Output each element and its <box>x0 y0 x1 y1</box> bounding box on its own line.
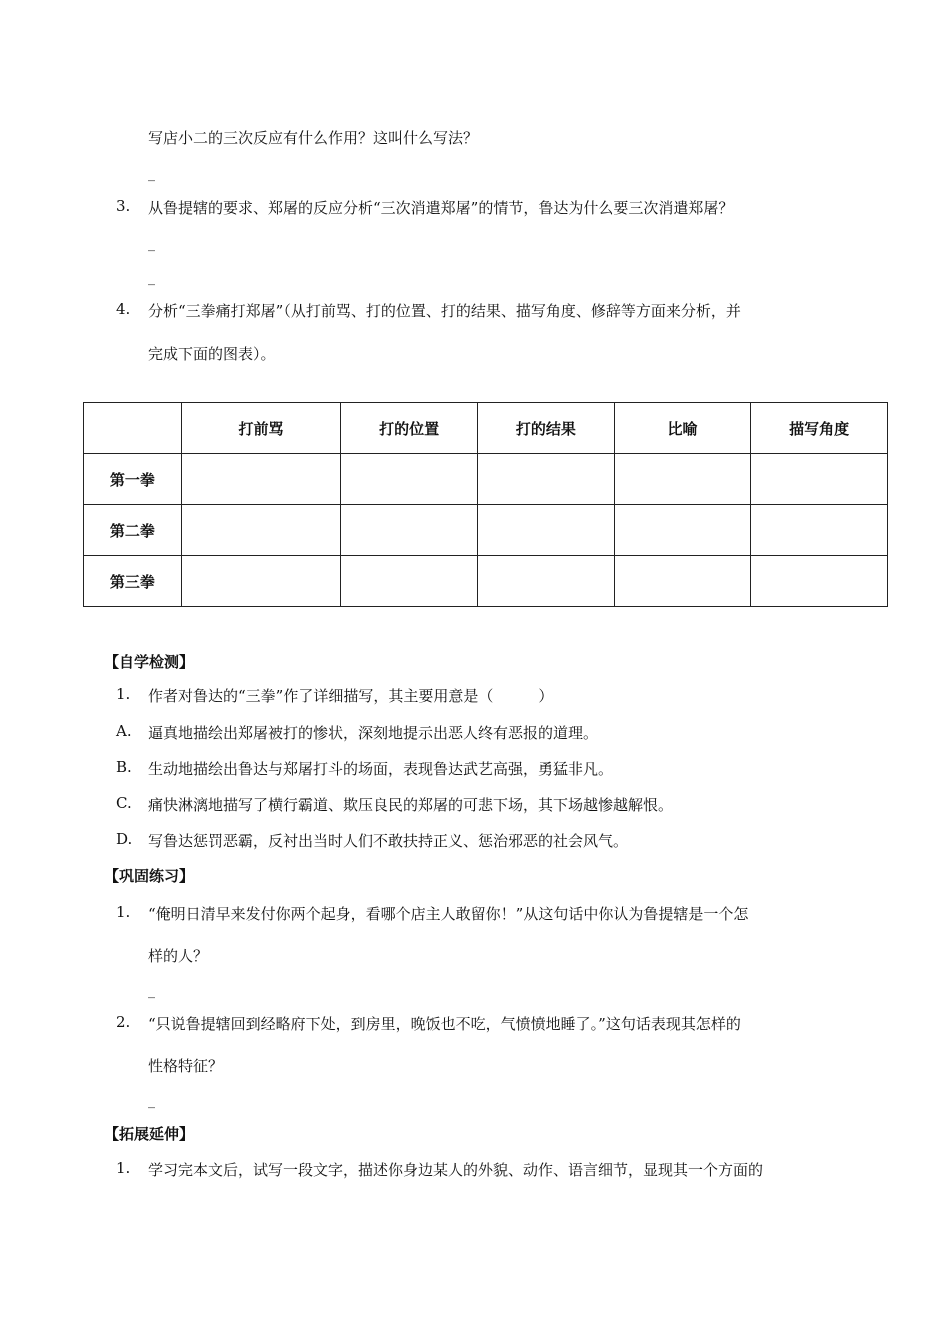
table-header-cell: 打的位置 <box>341 403 478 454</box>
answer-cell[interactable] <box>614 505 751 556</box>
extension-q1-text: 学习完本文后，试写一段文字，描述你身边某人的外貌、动作、语言细节，显现其一个方面的 <box>148 1161 764 1179</box>
answer-blank[interactable]: _ <box>148 983 155 999</box>
table-header-cell: 描写角度 <box>751 403 888 454</box>
practice-q1-line1: “俺明日清早来发付你两个起身，看哪个店主人敢留你！”从这句话中你认为鲁提辖是一个怎 <box>148 905 749 923</box>
practice-heading: 【巩固练习】 <box>104 867 195 885</box>
answer-cell[interactable] <box>751 454 888 505</box>
answer-cell[interactable] <box>614 556 751 607</box>
option-text-b[interactable]: 生动地描绘出鲁达与郑屠打斗的场面，表现鲁达武艺高强，勇猛非凡。 <box>148 760 614 778</box>
table-row <box>84 505 888 556</box>
answer-blank[interactable]: _ <box>148 1093 155 1109</box>
practice-q2-line2: 性格特征？ <box>148 1057 224 1075</box>
answer-cell[interactable] <box>478 454 615 505</box>
row-label: 第二拳 <box>84 505 182 556</box>
self-test-q1-number: 1. <box>116 685 131 703</box>
extension-heading: 【拓展延伸】 <box>104 1125 195 1143</box>
practice-q2-number: 2. <box>116 1013 131 1031</box>
q4-text-line2: 完成下面的图表）。 <box>148 345 276 363</box>
self-test-heading: 【自学检测】 <box>104 653 195 671</box>
answer-cell[interactable] <box>341 454 478 505</box>
option-text-a[interactable]: 逼真地描绘出郑屠被打的惨状，深刻地提示出恶人终有恶报的道理。 <box>148 724 599 742</box>
answer-blank[interactable]: _ <box>148 166 155 182</box>
punch-analysis-table <box>83 402 888 607</box>
practice-q2-line1: “只说鲁提辖回到经略府下处，到房里，晚饭也不吃，气愤愤地睡了。”这句话表现其怎样的 <box>148 1015 741 1033</box>
answer-cell[interactable] <box>181 505 341 556</box>
option-label-d: D. <box>116 830 133 848</box>
table-header-cell: 打的结果 <box>478 403 615 454</box>
table-row <box>84 556 888 607</box>
row-label: 第一拳 <box>84 454 182 505</box>
answer-cell[interactable] <box>478 505 615 556</box>
q4-number: 4. <box>116 300 131 318</box>
table-header-cell: 打前骂 <box>181 403 341 454</box>
answer-cell[interactable] <box>341 505 478 556</box>
practice-q1-number: 1. <box>116 903 131 921</box>
q3-number: 3. <box>116 197 131 215</box>
practice-q1-line2: 样的人？ <box>148 947 209 965</box>
answer-cell[interactable] <box>614 454 751 505</box>
answer-cell[interactable] <box>181 454 341 505</box>
self-test-q1-text: 作者对鲁达的“三拳”作了详细描写，其主要用意是（ ） <box>148 687 554 705</box>
q4-text-line1: 分析“三拳痛打郑屠”（从打前骂、打的位置、打的结果、描写角度、修辞等方面来分析，并 <box>148 302 741 320</box>
table-header-cell <box>84 403 182 454</box>
answer-blank[interactable]: _ <box>148 270 155 286</box>
option-label-a: A. <box>116 722 132 740</box>
option-label-b: B. <box>116 758 132 776</box>
table-header-cell: 比喻 <box>614 403 751 454</box>
option-text-c[interactable]: 痛快淋漓地描写了横行霸道、欺压良民的郑屠的可悲下场，其下场越惨越解恨。 <box>148 796 674 814</box>
answer-cell[interactable] <box>751 556 888 607</box>
q2-continuation-text: 写店小二的三次反应有什么作用？这叫什么写法？ <box>148 129 479 147</box>
q3-text: 从鲁提辖的要求、郑屠的反应分析“三次消遣郑屠”的情节，鲁达为什么要三次消遣郑屠？ <box>148 199 734 217</box>
answer-cell[interactable] <box>751 505 888 556</box>
extension-q1-number: 1. <box>116 1159 131 1177</box>
option-text-d[interactable]: 写鲁达惩罚恶霸，反衬出当时人们不敢扶持正义、惩治邪恶的社会风气。 <box>148 832 629 850</box>
row-label: 第三拳 <box>84 556 182 607</box>
option-label-c: C. <box>116 794 132 812</box>
answer-cell[interactable] <box>478 556 615 607</box>
answer-cell[interactable] <box>181 556 341 607</box>
answer-cell[interactable] <box>341 556 478 607</box>
table-row <box>84 454 888 505</box>
answer-blank[interactable]: _ <box>148 236 155 252</box>
table-header-row <box>84 403 888 454</box>
